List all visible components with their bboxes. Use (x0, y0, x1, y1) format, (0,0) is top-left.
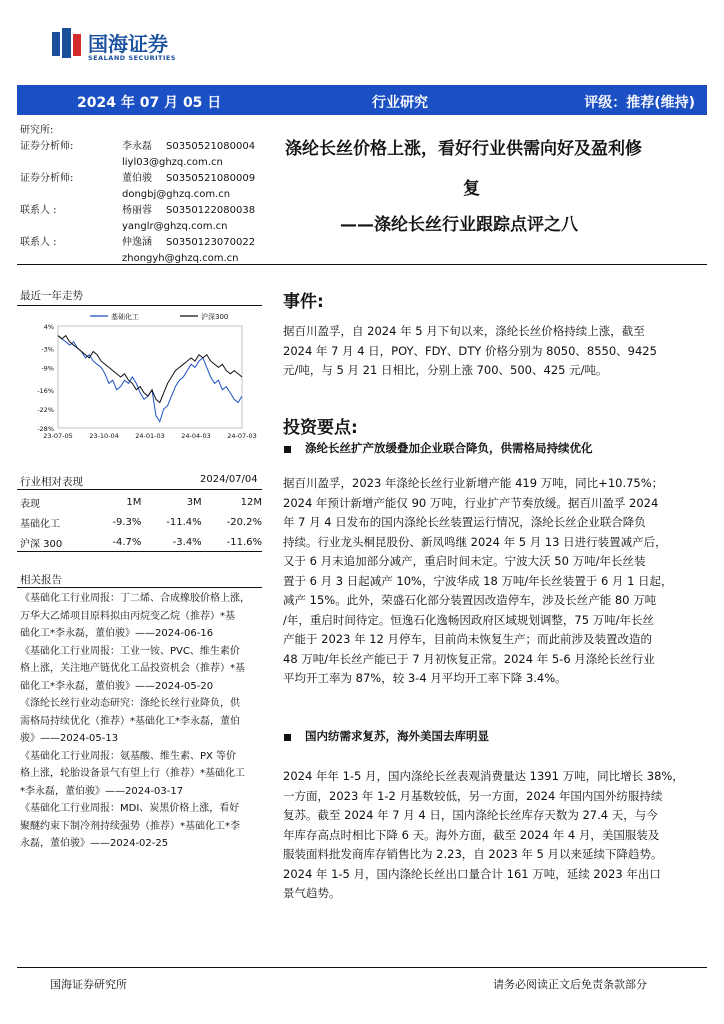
y-tick-label: -3% (41, 345, 54, 354)
paragraph-line: 2024 年预计新增产能仅 90 万吨，行业扩产节奏放缓。据百川盈孚 2024 (283, 495, 659, 510)
performance-table (20, 492, 262, 552)
series-line (58, 336, 242, 422)
related-report-line: 格上涨，轮胎设备景气有望上行（推荐）*基础化工 (20, 768, 245, 779)
report-category: 行业研究 (372, 95, 428, 111)
table-cell: -11.4% (166, 516, 202, 528)
paragraph-line: 减产 15%。此外，荣盛石化部分装置因改造停车，涉及长丝产能 80 万吨 (283, 593, 657, 607)
paragraph-line: 年库存高点时相比下降 6 天。海外方面，截至 2024 年 4 月，美国服装及 (283, 827, 660, 842)
report-title-line2: 复 (463, 179, 480, 199)
table-header-cell: 3M (186, 496, 202, 508)
y-tick-label: -16% (37, 386, 54, 395)
related-report-list (20, 590, 265, 853)
bullet-1: 涤纶长丝扩产放缓叠加企业联合降负，供需格局持续优化 (305, 441, 593, 455)
paragraph-line: 景气趋势。 (283, 886, 341, 900)
event-line: 据百川盈孚，自 2024 年 5 月下旬以来，涤纶长丝价格持续上涨，截至 (283, 324, 645, 338)
report-subtitle: ——涤纶长丝行业跟踪点评之八 (340, 215, 578, 235)
table-cell: -9.3% (112, 516, 142, 528)
x-tick-label: 24-01-03 (135, 432, 165, 440)
trend-heading: 最近一年走势 (20, 290, 83, 302)
analyst-name: 杨丽蓉 (122, 205, 152, 216)
analyst-id: S0350521080009 (166, 173, 256, 184)
x-tick-label: 23-07-05 (43, 432, 73, 440)
related-report-line: 骏》——2024-05-13 (20, 733, 119, 744)
analyst-id: S0350521080004 (166, 141, 256, 152)
divider (17, 587, 262, 588)
paragraph-line: 又于 6 月末追加部分减产，重启时间未定。宁波大沃 50 万吨/年长丝装 (283, 554, 646, 568)
analyst-name: 仲逸涵 (122, 237, 152, 248)
related-report-line: 《基础化工行业周报：工业一铵、PVC、维生素价 (20, 645, 240, 657)
paragraph-line: 据百川盈孚，2023 年涤纶长丝行业新增产能 419 万吨，同比+10.75%； (283, 476, 664, 490)
analyst-row (20, 171, 265, 203)
table-cell: 基础化工 (20, 518, 60, 530)
sealand-logo-icon (50, 26, 84, 62)
analyst-email: zhongyh@ghzq.com.cn (122, 253, 239, 264)
x-tick-label: 24-07-03 (227, 432, 257, 440)
table-cell: 沪深 300 (20, 538, 63, 550)
paragraph-line: 复苏。截至 2024 年 7 月 4 日，国内涤纶长丝库存天数为 27.4 天，与今 (283, 808, 658, 822)
paragraph-line: 48 万吨/年长丝产能已于 7 月初恢复正常。2024 年 5-6 月涤纶长丝行业 (283, 651, 655, 666)
y-tick-label: -22% (37, 405, 54, 414)
paragraph-line: 一方面，2023 年 1-2 月基数较低，另一方面，2024 年国内国外纺服持续 (283, 788, 663, 803)
related-report-line: *李永磊，董伯骏》——2024-03-17 (20, 785, 184, 797)
analyst-role: 证券分析师: (20, 141, 74, 152)
legend-label: 基础化工 (111, 313, 139, 321)
table-header-cell: 1M (126, 496, 142, 508)
related-report-line: 《基础化工行业周报：氨基酸、维生素、PX 等价 (20, 750, 237, 762)
paragraph-line: 2024 年年 1-5 月，国内涤纶长丝表观消费量达 1391 万吨，同比增长 38%， (283, 769, 684, 783)
analyst-id: S0350123070022 (166, 237, 256, 248)
related-report-line: 《基础化工行业周报：丁二烯、合成橡胶价格上涨， (20, 593, 250, 604)
footer-divider (17, 967, 707, 968)
performance-heading: 行业相对表现 (20, 476, 83, 488)
paragraph-line: /年，重启时间待定。恒逸石化逸畅因政府区域规划调整，75 万吨/年长丝 (283, 612, 655, 627)
analyst-email: dongbj@ghzq.com.cn (122, 189, 231, 200)
analyst-id: S0350122080038 (166, 205, 256, 216)
y-tick-label: 4% (43, 323, 54, 331)
report-date: 2024 年 07 月 05 日 (77, 95, 222, 111)
paragraph-line: 产能于 2023 年 12 月停车，目前尚未恢复生产；而此前涉及装置改造的 (283, 632, 653, 646)
performance-date: 2024/07/04 (200, 474, 258, 485)
report-rating: 评级：推荐(维持) (584, 95, 695, 111)
analyst-email: yanglr@ghzq.com.cn (122, 221, 228, 232)
divider (17, 305, 262, 306)
brand-name-en: SEALAND SECURITIES (88, 54, 176, 62)
table-cell: -4.7% (112, 536, 142, 548)
related-report-line: 础化工*李永磊，董伯骏》——2024-06-16 (20, 628, 214, 639)
event-line: 元/吨，与 5 月 21 日相比，分别上涨 700、500、425 元/吨。 (283, 363, 608, 377)
paragraph-line: 平均开工率为 87%，较 3-4 月平均开工率下降 3.4%。 (283, 671, 567, 685)
divider (17, 264, 707, 265)
brand-name-cn: 国海证券 (88, 32, 168, 56)
related-heading: 相关报告 (20, 574, 62, 586)
x-tick-label: 23-10-04 (89, 432, 119, 440)
report-title-line1: 涤纶长丝价格上涨，看好行业供需向好及盈利修 (285, 139, 642, 159)
table-cell: -11.6% (226, 536, 262, 548)
related-report-line: 《涤纶长丝行业动态研究：涤纶长丝行业降负，供 (20, 698, 240, 709)
table-cell: -20.2% (226, 516, 262, 528)
related-report-line: 格上涨，关注地产链优化工品投资机会（推荐）*基 (20, 663, 245, 674)
paragraph-line: 置于 6 月 3 日起减产 10%，宁波华成 18 万吨/年长丝装置于 6 月 1 日起， (283, 573, 673, 588)
table-header-cell: 表现 (20, 498, 40, 510)
event-line: 2024 年 7 月 4 日，POY、FDY、DTY 价格分别为 8050、8550、9425 (283, 343, 657, 358)
analyst-role: 证券分析师: (20, 173, 74, 184)
paragraph-line: 持续。行业龙头桐昆股份、新凤鸣继 2024 年 5 月 13 日进行装置减产后， (283, 534, 667, 549)
analyst-block (20, 123, 265, 267)
divider (17, 489, 262, 490)
invest-paragraph-2 (283, 767, 713, 904)
footer-left: 国海证券研究所 (50, 978, 127, 991)
bullet-square-icon (284, 734, 291, 741)
event-heading: 事件: (283, 292, 324, 312)
y-tick-label: -9% (41, 364, 54, 373)
related-report-line: 础化工*李永磊，董伯骏》——2024-05-20 (20, 680, 214, 692)
analyst-row (20, 235, 265, 267)
invest-heading: 投资要点: (283, 418, 358, 438)
plot-frame (58, 326, 242, 428)
trend-chart (20, 308, 260, 448)
event-body (283, 322, 713, 381)
analyst-heading: 研究所: (20, 125, 54, 136)
related-report-line: 聚醚约束下制冷剂持续强势（推荐）*基础化工*李 (20, 820, 240, 832)
related-report-line: 永磊，董伯骏》——2024-02-25 (20, 838, 169, 849)
table-cell: -3.4% (172, 536, 202, 548)
brand-logo (50, 26, 190, 66)
analyst-email: liyl03@ghzq.com.cn (122, 157, 223, 168)
related-report-line: 需格局持续优化（推荐）*基础化工*李永磊，董伯 (20, 715, 240, 727)
analyst-name: 李永磊 (122, 141, 152, 152)
footer-right: 请务必阅读正文后免责条款部分 (493, 978, 647, 991)
analyst-row (20, 139, 265, 171)
header-banner (17, 85, 707, 115)
analyst-row (20, 203, 265, 235)
related-report-line: 万华大乙烯项目原料拟由丙烷变乙烷（推荐）*基 (20, 610, 235, 622)
legend-label: 沪深300 (201, 313, 229, 321)
divider (17, 551, 262, 552)
table-header-cell: 12M (240, 496, 262, 508)
x-tick-label: 24-04-03 (181, 432, 211, 440)
y-tick-label: -28% (37, 425, 54, 433)
analyst-list (20, 139, 265, 267)
paragraph-line: 年 7 月 4 日发布的国内涤纶长丝装置运行情况，涤纶长丝企业联合降负 (283, 515, 646, 529)
analyst-role: 联系人 : (20, 237, 57, 248)
series-line (58, 336, 242, 403)
analyst-name: 董伯骏 (122, 173, 152, 184)
bullet-2: 国内纺需求复苏，海外美国去库明显 (305, 729, 489, 743)
paragraph-line: 2024 年 1-5 月，国内涤纶长丝出口量合计 161 万吨，延续 2023 年出口 (283, 866, 661, 881)
related-report-line: 《基础化工行业周报：MDI、炭黑价格上涨，看好 (20, 803, 240, 814)
analyst-role: 联系人 : (20, 205, 57, 216)
paragraph-line: 服装面料批发商库存销售比为 2.23，自 2023 年 5 月以来延续下降趋势。 (283, 847, 663, 861)
bullet-square-icon (284, 446, 291, 453)
table-row (20, 532, 262, 552)
invest-paragraph-1 (283, 474, 713, 689)
table-row (20, 512, 262, 532)
